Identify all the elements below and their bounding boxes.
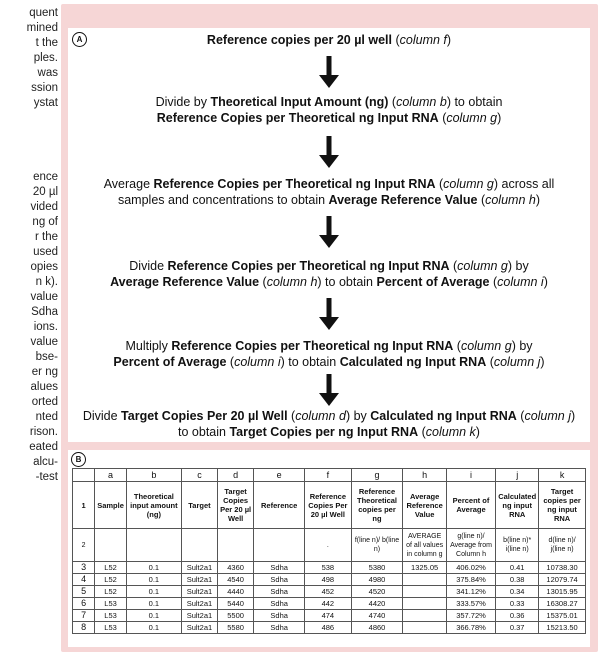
table-cell: Sdha xyxy=(254,622,305,634)
body-text-line: alues xyxy=(30,381,58,393)
body-text-line: ystat xyxy=(33,97,58,109)
table-row xyxy=(73,574,586,586)
row-number-cell: 6 xyxy=(73,598,95,610)
panel-a-badge: A xyxy=(72,32,87,47)
table-cell: 4740 xyxy=(351,610,403,622)
body-text-line: ence xyxy=(33,171,58,183)
table-cell: k xyxy=(539,469,586,482)
body-text-line: alcu- xyxy=(33,456,58,468)
table-cell: 4980 xyxy=(351,574,403,586)
table-cell: 474 xyxy=(305,610,351,622)
table-cell: Reference Copies Per 20 µl Well xyxy=(305,482,351,529)
table-cell: L52 xyxy=(95,574,127,586)
table-cell: Average Reference Value xyxy=(403,482,446,529)
table-cell: Sdha xyxy=(254,586,305,598)
step-2: Divide by Theoretical Input Amount (ng) (column b) to obtain Reference Copies per Theoretical ng Input RNA (column g) xyxy=(155,95,503,125)
table-row xyxy=(73,598,586,610)
row-number-cell: 7 xyxy=(73,610,95,622)
table-cell: AVERAGE of all values in column g xyxy=(403,529,446,562)
body-text-line: value xyxy=(30,291,58,303)
table-cell xyxy=(403,610,446,622)
table-cell: Sult2a1 xyxy=(181,562,217,574)
step-4: Divide Reference Copies per Theoretical ng Input RNA (column g) by Average Reference Value (column h) to obtain Percent of Average (column i) xyxy=(110,259,548,289)
table-cell: f(line n)/ b(line n) xyxy=(351,529,403,562)
row-number-cell: 4 xyxy=(73,574,95,586)
table-cell: 0.1 xyxy=(126,562,181,574)
table-cell: b xyxy=(126,469,181,482)
table-cell: 5380 xyxy=(351,562,403,574)
table-cell: Reference xyxy=(254,482,305,529)
table-cell: L52 xyxy=(95,562,127,574)
table-cell: 4360 xyxy=(218,562,254,574)
table-row xyxy=(73,622,586,634)
table-cell: Sult2a1 xyxy=(181,598,217,610)
table-cell: 4420 xyxy=(351,598,403,610)
table-cell: b(line n)* i(line n) xyxy=(496,529,539,562)
table-cell: 15213.50 xyxy=(539,622,586,634)
body-text-line: vided xyxy=(30,201,58,213)
step-5: Multiply Reference Copies per Theoretical ng Input RNA (column g) by Percent of Average (column i) to obtain Calculated ng Input RNA (column j) xyxy=(113,339,545,369)
down-arrow-icon xyxy=(316,374,342,406)
table-cell: 0.37 xyxy=(496,622,539,634)
header-row xyxy=(73,482,586,529)
body-text-line: quent xyxy=(29,7,58,19)
table-cell: Sdha xyxy=(254,562,305,574)
table-cell xyxy=(181,529,217,562)
table-cell: 442 xyxy=(305,598,351,610)
table-cell: 341.12% xyxy=(446,586,495,598)
table-cell: 12079.74 xyxy=(539,574,586,586)
row-number-cell: 2 xyxy=(73,529,95,562)
down-arrow-icon xyxy=(316,136,342,168)
body-text-line: 20 µl xyxy=(32,186,58,198)
down-arrow-icon xyxy=(316,56,342,88)
table-cell: 0.36 xyxy=(496,610,539,622)
table-cell: Percent of Average xyxy=(446,482,495,529)
body-text-line: nted xyxy=(35,411,58,423)
spreadsheet-table xyxy=(72,468,586,634)
table-row xyxy=(73,610,586,622)
table-cell: 5500 xyxy=(218,610,254,622)
down-arrow-icon xyxy=(316,216,342,248)
down-arrow-icon xyxy=(316,298,342,330)
table-cell: L52 xyxy=(95,586,127,598)
table-cell: Calculated ng input RNA xyxy=(496,482,539,529)
table-cell: 538 xyxy=(305,562,351,574)
body-text-line: rison. xyxy=(29,426,58,438)
table-cell: 4540 xyxy=(218,574,254,586)
table-cell: 0.33 xyxy=(496,598,539,610)
table-cell: 486 xyxy=(305,622,351,634)
table-cell: 0.1 xyxy=(126,574,181,586)
table-cell: 13015.95 xyxy=(539,586,586,598)
table-cell: 0.38 xyxy=(496,574,539,586)
table-cell xyxy=(254,529,305,562)
table-cell xyxy=(218,529,254,562)
body-text-line: ions. xyxy=(33,321,58,333)
body-text-line: r the xyxy=(34,231,58,243)
table-cell: 0.34 xyxy=(496,586,539,598)
table-cell: 4860 xyxy=(351,622,403,634)
table-cell: 0.41 xyxy=(496,562,539,574)
body-text-line: Sdha xyxy=(31,306,58,318)
table-cell xyxy=(403,598,446,610)
table-cell: 375.84% xyxy=(446,574,495,586)
panel-a-flowchart xyxy=(68,28,590,442)
table-cell: c xyxy=(181,469,217,482)
body-text-line: opies xyxy=(30,261,58,273)
table-cell: Sult2a1 xyxy=(181,610,217,622)
body-text-line: value xyxy=(30,336,58,348)
table-cell: 0.1 xyxy=(126,586,181,598)
body-text-line: n k). xyxy=(35,276,58,288)
table-cell: 0.1 xyxy=(126,598,181,610)
table-cell: d xyxy=(218,469,254,482)
table-cell: Sdha xyxy=(254,610,305,622)
table-cell xyxy=(95,529,127,562)
table-cell: 333.57% xyxy=(446,598,495,610)
table-cell: 16308.27 xyxy=(539,598,586,610)
body-text-line: ssion xyxy=(31,82,58,94)
table-cell xyxy=(126,529,181,562)
row-number-cell: 1 xyxy=(73,482,95,529)
row-number-cell xyxy=(73,469,95,482)
table-cell: Theoretical input amount (ng) xyxy=(126,482,181,529)
column-letter-row xyxy=(73,469,586,482)
table-cell: 15375.01 xyxy=(539,610,586,622)
table-cell: Sample xyxy=(95,482,127,529)
table-cell: Sdha xyxy=(254,574,305,586)
row-number-cell: 8 xyxy=(73,622,95,634)
table-cell: L53 xyxy=(95,598,127,610)
body-text-line: ng of xyxy=(32,216,58,228)
table-cell: 1325.05 xyxy=(403,562,446,574)
table-cell: 4520 xyxy=(351,586,403,598)
table-cell: Reference Theoretical copies per ng xyxy=(351,482,403,529)
body-text-line: bse- xyxy=(35,351,58,363)
table-row xyxy=(73,562,586,574)
step-6: Divide Target Copies Per 20 µl Well (column d) by Calculated ng Input RNA (column j) to obtain Target Copies per ng Input RNA (column k) xyxy=(82,409,576,439)
table-cell xyxy=(403,622,446,634)
table-cell: i xyxy=(446,469,495,482)
table-cell: e xyxy=(254,469,305,482)
table-cell: 452 xyxy=(305,586,351,598)
body-text-line: er ng xyxy=(31,366,58,378)
table-cell: Target xyxy=(181,482,217,529)
table-cell: Sult2a1 xyxy=(181,622,217,634)
step-1: Reference copies per 20 µl well (column f) xyxy=(206,33,452,47)
body-text-line: eated xyxy=(29,441,58,453)
table-cell: d(line n)/ j(line n) xyxy=(539,529,586,562)
body-text-line: -test xyxy=(35,471,58,483)
table-cell: 357.72% xyxy=(446,610,495,622)
table-cell: . xyxy=(305,529,351,562)
table-cell: Sdha xyxy=(254,598,305,610)
body-text-line: mined xyxy=(26,22,58,34)
panel-b-badge: B xyxy=(71,452,86,467)
table-cell: a xyxy=(95,469,127,482)
table-cell: 10738.30 xyxy=(539,562,586,574)
body-text-line: ples. xyxy=(33,52,58,64)
table-cell: g xyxy=(351,469,403,482)
table-cell: 5440 xyxy=(218,598,254,610)
body-text-line: t the xyxy=(35,37,58,49)
table-cell: 0.1 xyxy=(126,610,181,622)
body-text-line: was xyxy=(37,67,58,79)
table-cell xyxy=(403,574,446,586)
table-cell: Sult2a1 xyxy=(181,574,217,586)
table-cell: L53 xyxy=(95,610,127,622)
body-text-line: used xyxy=(33,246,58,258)
row-number-cell: 5 xyxy=(73,586,95,598)
row-number-cell: 3 xyxy=(73,562,95,574)
table-cell: 4440 xyxy=(218,586,254,598)
panel-b-table xyxy=(68,450,590,647)
table-cell: j xyxy=(496,469,539,482)
table-cell: 366.78% xyxy=(446,622,495,634)
table-cell: f xyxy=(305,469,351,482)
table-cell: 5580 xyxy=(218,622,254,634)
step-3: Average Reference Copies per Theoretical ng Input RNA (column g) across all samples and concentrations to obtain Average Reference Value (column h) xyxy=(103,177,555,207)
table-cell: Target Copies Per 20 µl Well xyxy=(218,482,254,529)
table-cell: Sult2a1 xyxy=(181,586,217,598)
table-cell: h xyxy=(403,469,446,482)
body-text-line: orted xyxy=(31,396,58,408)
table-row xyxy=(73,586,586,598)
table-cell: 498 xyxy=(305,574,351,586)
table-cell: g(line n)/ Average from Column h xyxy=(446,529,495,562)
table-cell: 0.1 xyxy=(126,622,181,634)
table-cell: 406.02% xyxy=(446,562,495,574)
table-cell: Target copies per ng input RNA xyxy=(539,482,586,529)
table-cell: L53 xyxy=(95,622,127,634)
table-cell xyxy=(403,586,446,598)
body-text-fragment xyxy=(0,0,60,655)
formula-row xyxy=(73,529,586,562)
